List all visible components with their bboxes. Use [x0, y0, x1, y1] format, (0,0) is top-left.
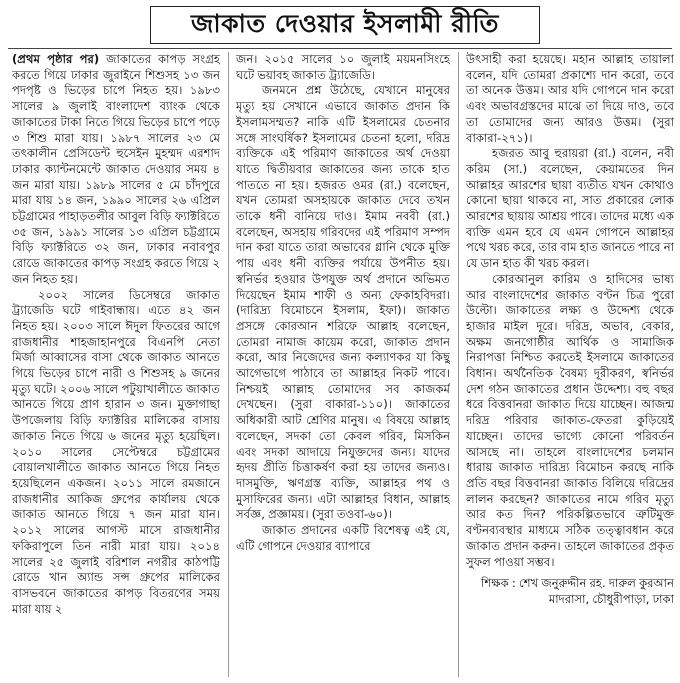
paragraph: ২০০২ সালের ডিসেম্বরে জাকাত ট্র্যাজেডি ঘটে গাইবান্ধায়। এতে ৪২ জন নিহত হয়। ২০০৩ সালে ঈদুল ফিতরের আগে রাজধানীর শাহজাহানপুরে বিএনপি নেতা মির্জা আব্বাসের বাসা থেকে জাকাত আনতে গিয়ে ভিড়ের চাপে নারী ও শিশুসহ ৯ জনের মৃত্যু ঘটে। ২০০৬ সালে পটুয়াখালীতে জাকাত আনতে গিয়ে প্রাণ হারান ৩ জন। মুক্তাগাছা উপজেলায় বিড়ি ফ্যাক্টরির মালিকের বাসায় জাকাত নিতে গিয়ে ৬ জনের মৃত্যু হয়েছিল। ২০১০ সালের সেপ্টেম্বরে চট্টগ্রামের বোয়ালখালীতে জাকাত আনতে গিয়ে নিহত হয়েছিলেন একজন। ২০১১ সালে রমজানে রাজধানীর আকিজ গ্রুপের কার্যালয় থেকে জাকাত আনতে গিয়ে ৭ জন মারা যান। ২০১২ সালের আগস্ট মাসে রাজধানীর ফকিরাপুলে তিন নারী মারা যায়। ২০১৪ সালের ২৫ জুলাই বরিশাল নগরীর কাঠপট্টি রোডে খান অ্যান্ড সন্স গ্রুপের মালিকের বাসভবনে জাকাতের কাপড় বিতরণের সময় মারা যায় ২ — [12, 287, 220, 616]
paragraph — [12, 52, 220, 288]
continuation-label: (প্রথম পৃষ্ঠার পর) — [12, 52, 100, 66]
paragraph: উৎসাহী করা হয়েছে। মহান আল্লাহ তায়ালা বলেন, যদি তোমরা প্রকাশ্যে দান করো, তবে তা অনেক উত্তম। আর যদি গোপনে দান করো এবং অভাবগ্রস্তদের মাঝে তা দিয়ে দাও, তবে তা তোমাদের জন্য আরও উত্তম। (সুরা বাকারা-২৭১)। — [466, 52, 674, 145]
article-column-1 — [12, 52, 220, 682]
paragraph-text: জাকাতের কাপড় সংগ্রহ করতে গিয়ে ঢাকার জুরাইনে শিশুসহ ১৩ জন পদপৃষ্ট ও ভিড়ের চাপে নিহত হয়। ১৯৮৩ সালের ৯ জুলাই বাংলাদেশ ব্যাংক থেকে জাকাতের টাকা নিতে গিয়ে ভিড়ের চাপে পড়ে ৩ শিশু মারা যায়। ১৯৮৭ সালের ২৩ মে তৎকালীন প্রেসিডেন্ট হুসেইন মুহম্মদ এরশাদ ঢাকার ক্যান্টনমেন্টে জাকাত দেওয়ার সময় ৪ জন মারা যায়। ১৯৮৯ সালের ৫ মে চাঁদপুরে মারা যায় ১৪ জন, ১৯৯০ সালের ২৬ এপ্রিল চট্টগ্রামের পাহাড়তলীর আবুল বিড়ি ফ্যাক্টরিতে ৩৫ জন, ১৯৯১ সালের ১৩ এপ্রিল চট্টগ্রামে বিড়ি ফ্যাক্টরিতে ৩২ জন, ঢাকার নবাবপুর রোডে জাকাতের কাপড় সংগ্রহ করতে গিয়ে ২ জন নিহত হয়। — [12, 52, 220, 286]
article-column-2 — [236, 52, 450, 682]
paragraph: জনমনে প্রশ্ন উঠেছে, যেখানে মানুষের মৃত্যু হয় সেখানে এভাবে জাকাত প্রদান কি ইসলামসম্মত? নাকি এটি ইসলামের চেতনার সঙ্গে সাংঘর্ষিক? ইসলামের চেতনা হলো, দরিদ্র ব্যক্তিকে এই পরিমাণ জাকাতের অর্থ দেওয়া যাতে দ্বিতীয়বার জাকাতের জন্য তাকে হাত পাততে না হয়। হজরত ওমর (রা.) বলেছেন, যখন তোমরা অসহায়কে জাকাত দেবে তখন তাকে ধনী বানিয়ে দাও। ইমাম নববী (রা.) বলেছেন, অসহায় গরিবদের এই পরিমাণ সম্পদ দান করা যাতে তারা অভাবের গ্লানি থেকে মুক্তি পায় এবং ধনী ব্যক্তির পর্যায়ে উপনীত হয়। স্বনির্ভর হওয়ার উপযুক্ত অর্থ প্রদানে অভিমত দিয়েছেন ইমাম শাফী ও অন্য ফেকাহবিদরা। (দারিদ্র্য বিমোচনে ইসলাম, ইফা)। জাকাত প্রসঙ্গে কোরআন শরিফে আল্লাহ বলেছেন, তোমরা নামাজ কায়েম করো, জাকাত প্রদান করো, আর নিজেদের জন্য কল্যাণকর যা কিছু আগেভাগে পাঠাবে তা আল্লাহর নিকট পাবে। নিশ্চয়ই আল্লাহ তোমাদের সব কাজকর্ম দেখছেন। (সুরা বাকারা-১১০)। জাকাতের অধিকারী আট শ্রেণির মানুষ। এ বিষয়ে আল্লাহ বলেছেন, সদকা তো কেবল গরিব, মিসকিন এবং সদকা আদায়ে নিযুক্তদের জন্য। যাদের হৃদয় প্রীতি চিত্তাকর্ষণ করা হয় তাদের জন্যও। দাসমুক্তি, ঋণগ্রস্ত ব্যক্তি, আল্লাহর পথ ও মুসাফিরের জন্য। এটা আল্লাহর বিধান, আল্লাহ সর্বজ্ঞ, প্রজ্ঞাময়। (সুরা তওবা-৬০)। — [236, 83, 450, 522]
paragraph: জন। ২০১৫ সালের ১০ জুলাই ময়মনসিংহে ঘটে ভয়াবহ জাকাত ট্র্যাজেডি। — [236, 52, 450, 82]
column-divider — [228, 52, 229, 677]
paragraph: কোরআনুল কারিম ও হাদিসের ভাষ্য আর বাংলাদেশের জাকাত বণ্টন চিত্র পুরো উল্টো। জাকাতের লক্ষ্য ও উদ্দেশ্য থেকে হাজার মাইল দূরে। দরিদ্র, অভাব, বেকার, অক্ষম জনগোষ্ঠীর আর্থিক ও সামাজিক নিরাপত্তা নিশ্চিত করতেই ইসলামে জাকাতের বিধান। অর্থনৈতিক বৈষম্য দূরীকরণ, স্বনির্ভর দেশ গঠন জাকাতের প্রধান উদ্দেশ্য। বহু বছর ধরে বিত্তবানরা জাকাত দিয়ে যাচ্ছেন। আজন্ম দরিদ্র পরিবার জাকাত-ফেতরা কুড়িয়েই যাচ্ছেন। তাদের ভাগ্যে কোনো পরিবর্তন আসছে না। তাহলে বাংলাদেশের চলমান ধারায় জাকাত দারিদ্র্য বিমোচন করছে নাকি প্রতি বছর বিত্তবানরা জাকাত বিলিয়ে দরিদ্রের লালন করছেন? জাকাতের নামে গরিব মৃত্যু আর কত দিন? পরিকল্পিতভাবে ত্রুটিমুক্ত বণ্টনব্যবস্থার মাধ্যমে সঠিক তত্ত্বাবধান করে জাকাত প্রদান করুন। তাহলে জাকাতের প্রকৃত সুফল পাওয়া সম্ভব। — [466, 271, 674, 569]
article-column-3 — [466, 52, 674, 682]
paragraph: হজরত আবু হুরায়রা (রা.) বলেন, নবী করিম (সা.) বলেছেন, কেয়ামতের দিন আল্লাহর আরশের ছায়া ব্যতীত যখন কোথাও কোনো ছায়া থাকবে না, সাত প্রকারের লোক আরশের ছায়ায় আশ্রয় পাবে। তাদের মধ্যে এক ব্যক্তি এমন হবে যে এমন গোপনে আল্লাহর পথে খরচ করে, তার বাম হাত জানতে পারে না যে ডান হাত কী খরচ করল। — [466, 146, 674, 271]
paragraph: জাকাত প্রদানের একটি বিশেষত্ব এই যে, এটি গোপনে দেওয়ার ব্যাপারে — [236, 523, 450, 553]
article-headline: জাকাত দেওয়ার ইসলামী রীতি — [150, 6, 540, 44]
headline-rule — [8, 48, 672, 49]
author-signature: শিক্ষক : শেখ জনুরুদ্দীন রহ. দারুল কুরআন মাদরাসা, চৌধুরীপাড়া, ঢাকা — [481, 576, 674, 606]
column-divider — [458, 52, 459, 677]
